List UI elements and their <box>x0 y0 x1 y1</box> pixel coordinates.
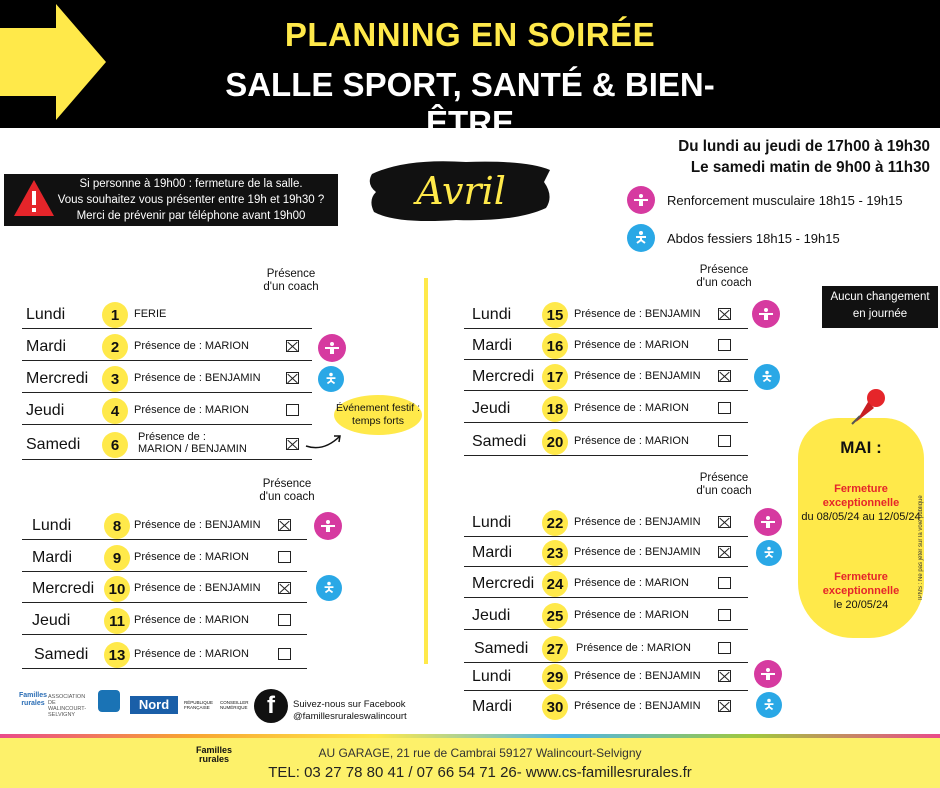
conseiller-numerique-logo: CONSEILLER NUMÉRIQUE <box>220 700 249 710</box>
table-row <box>22 543 307 572</box>
day-number: 6 <box>102 432 128 458</box>
table-row <box>464 394 748 423</box>
coach-checkbox[interactable] <box>278 648 291 660</box>
alert-line: Si personne à 19h00 : fermeture de la salle. <box>79 178 303 190</box>
coach-checkbox[interactable] <box>718 700 731 712</box>
day-label: Mardi <box>472 544 513 561</box>
day-number: 20 <box>542 429 568 455</box>
coach-presence: Présence de : MARION <box>576 642 691 654</box>
coach-presence: Présence de : MARION <box>134 340 249 352</box>
coach-presence: Présence de : BENJAMIN <box>574 370 701 382</box>
day-number: 13 <box>104 642 130 668</box>
may-closure-1: Fermeture exceptionnelle du 08/05/24 au 12/05/24 <box>801 483 921 523</box>
coach-checkbox[interactable] <box>278 551 291 563</box>
curved-arrow-icon <box>304 430 344 452</box>
coach-presence: Présence de : BENJAMIN <box>574 516 701 528</box>
day-number: 22 <box>542 510 568 536</box>
day-number: 9 <box>104 545 130 571</box>
coach-presence: Présence de : BENJAMIN <box>134 372 261 384</box>
day-number: 17 <box>542 364 568 390</box>
alert-line: Vous souhaitez vous présenter entre 19h et 19h30 ? <box>57 194 325 206</box>
day-label: Lundi <box>472 668 512 685</box>
coach-checkbox[interactable] <box>718 339 731 351</box>
page-subtitle: SALLE SPORT, SANTÉ & BIEN-ÊTRE <box>225 66 715 141</box>
day-label: Mercredi <box>32 580 95 597</box>
coach-checkbox[interactable] <box>718 402 731 414</box>
coach-presence: Présence de : MARION <box>574 577 689 589</box>
weightlifting-icon <box>627 186 655 214</box>
footer-address: AU GARAGE, 21 rue de Cambrai 59127 Walincourt-Selvigny <box>318 746 642 760</box>
day-label: Mardi <box>26 338 67 355</box>
coach-presence: FERIE <box>134 308 167 320</box>
legend-abdos <box>627 224 840 252</box>
coach-checkbox[interactable] <box>718 516 731 528</box>
facebook-link[interactable]: Suivez-nous sur Facebook @famillesruraleswalincourt <box>293 699 407 722</box>
weightlifting-icon <box>318 334 346 362</box>
nord-logo: Nord <box>130 696 178 714</box>
coach-checkbox[interactable] <box>718 546 731 558</box>
day-number: 29 <box>542 664 568 690</box>
coach-checkbox[interactable] <box>286 340 299 352</box>
may-closure-2: Fermeture exceptionnelle le 20/05/24 <box>822 571 900 611</box>
table-row <box>22 332 312 361</box>
may-title: MAI : <box>840 438 882 457</box>
alert-banner <box>4 174 338 226</box>
day-number: 16 <box>542 333 568 359</box>
day-label: Mardi <box>32 549 73 566</box>
month-label: Avril <box>416 169 506 213</box>
weightlifting-icon <box>754 508 782 536</box>
republique-logo: RÉPUBLIQUE FRANÇAISE <box>184 700 214 710</box>
coach-checkbox[interactable] <box>718 670 731 682</box>
day-number: 27 <box>542 636 568 662</box>
coach-checkbox[interactable] <box>718 577 731 589</box>
table-row <box>464 300 748 329</box>
day-number: 25 <box>542 603 568 629</box>
coach-presence: Présence de : BENJAMIN <box>134 519 261 531</box>
header-banner <box>0 0 940 141</box>
coach-presence: Présence de : MARION <box>574 339 689 351</box>
coach-presence: Présence de : MARION <box>134 404 249 416</box>
familles-rurales-footer-logo: Familles rurales <box>196 745 233 764</box>
squat-icon <box>318 366 344 392</box>
coach-presence: Présence de : BENJAMIN <box>574 546 701 558</box>
day-label: Samedi <box>472 433 527 450</box>
table-row <box>464 427 748 456</box>
footer-contact: TEL: 03 27 78 80 41 / 07 66 54 71 26- www.cs-famillesrurales.fr <box>268 764 692 781</box>
coach-presence: Présence de : MARION <box>574 435 689 447</box>
partner-logos <box>18 688 258 724</box>
day-number: 11 <box>104 608 130 634</box>
day-number: 23 <box>542 540 568 566</box>
coach-header: Présence d'un coach <box>263 268 319 293</box>
weightlifting-icon <box>752 300 780 328</box>
coach-checkbox[interactable] <box>286 438 299 450</box>
coach-presence: Présence de : MARION <box>574 402 689 414</box>
day-number: 18 <box>542 396 568 422</box>
month-badge <box>366 156 556 226</box>
coach-presence: Présence de : BENJAMIN <box>574 670 701 682</box>
legend-renfo <box>627 186 903 214</box>
coach-presence: Présence de : MARION <box>134 614 249 626</box>
may-notice <box>798 418 924 638</box>
coach-checkbox[interactable] <box>278 519 291 531</box>
squat-icon <box>754 364 780 390</box>
day-number: 15 <box>542 302 568 328</box>
legend-renfo-label: Renforcement musculaire 18h15 - 19h15 <box>667 192 903 208</box>
warning-icon <box>12 178 56 218</box>
squat-icon <box>316 575 342 601</box>
table-row <box>22 428 312 460</box>
coach-checkbox[interactable] <box>286 372 299 384</box>
table-row <box>464 692 748 721</box>
weightlifting-icon <box>754 660 782 688</box>
table-row <box>22 511 307 540</box>
coach-checkbox[interactable] <box>286 404 299 416</box>
coach-presence: Présence de : MARION <box>134 648 249 660</box>
table-row <box>22 396 312 425</box>
day-label: Mercredi <box>472 575 535 592</box>
day-label: Samedi <box>26 436 81 453</box>
hours-weekday: Du lundi au jeudi de 17h00 à 19h30 <box>678 138 930 155</box>
legend-abdos-label: Abdos fessiers 18h15 - 19h15 <box>667 230 840 246</box>
table-row <box>22 574 307 603</box>
squat-icon <box>627 224 655 252</box>
coach-presence: Présence de : BENJAMIN <box>574 308 701 320</box>
coach-presence: Présence de : MARION <box>574 609 689 621</box>
coach-checkbox[interactable] <box>718 642 731 654</box>
coach-presence: Présence de : <box>138 431 206 443</box>
table-row <box>464 601 748 630</box>
familles-rurales-logo: Familles rurales <box>18 692 47 707</box>
day-number: 4 <box>102 398 128 424</box>
coach-header: Présence d'un coach <box>696 472 752 497</box>
day-number: 3 <box>102 366 128 392</box>
table-row <box>22 606 307 635</box>
facebook-icon[interactable]: f <box>254 689 288 723</box>
day-number: 24 <box>542 571 568 597</box>
coach-presence: Présence de : MARION <box>134 551 249 563</box>
coach-presence: Présence de : BENJAMIN <box>574 700 701 712</box>
table-row <box>464 508 748 537</box>
color-stripe <box>0 734 940 738</box>
association-logo: ASSOCIATION DE WALINCOURT-SELVIGNY <box>48 694 87 718</box>
day-number: 30 <box>542 694 568 720</box>
table-row <box>22 300 312 329</box>
day-label: Mercredi <box>26 370 89 387</box>
hours-saturday: Le samedi matin de 9h00 à 11h30 <box>690 159 930 176</box>
pushpin-icon <box>846 386 890 430</box>
day-label: Mardi <box>472 337 513 354</box>
day-label: Lundi <box>472 514 512 531</box>
day-label: Mardi <box>472 698 513 715</box>
table-row <box>464 634 748 663</box>
coach-checkbox[interactable] <box>278 614 291 626</box>
coach-header: Présence d'un coach <box>259 478 315 503</box>
squat-icon <box>756 692 782 718</box>
table-row <box>464 538 748 567</box>
coach-presence: Présence de : BENJAMIN <box>134 582 261 594</box>
opening-hours <box>645 136 930 178</box>
day-number: 10 <box>104 576 130 602</box>
caf-logo <box>98 690 120 712</box>
weightlifting-icon <box>314 512 342 540</box>
table-row <box>464 331 748 360</box>
squat-icon <box>756 540 782 566</box>
divider <box>424 278 428 664</box>
day-label: Jeudi <box>472 400 511 417</box>
no-change-badge: Aucun changement en journée <box>822 286 938 328</box>
arrow-icon <box>0 0 112 128</box>
coach-checkbox[interactable] <box>278 582 291 594</box>
day-label: Lundi <box>32 517 72 534</box>
ipns-notice: IPNS : Ne pas jeter sur la voie publique <box>918 495 924 600</box>
table-row <box>464 362 748 391</box>
day-label: Jeudi <box>26 402 65 419</box>
table-row <box>464 569 748 598</box>
alert-line: Merci de prévenir par téléphone avant 19h00 <box>76 210 306 222</box>
coach-presence: MARION / BENJAMIN <box>138 443 247 455</box>
event-bubble: Événement festif : temps forts <box>334 395 422 435</box>
coach-header: Présence d'un coach <box>696 264 752 289</box>
day-label: Mercredi <box>472 368 535 385</box>
coach-checkbox[interactable] <box>718 609 731 621</box>
day-number: 1 <box>102 302 128 328</box>
table-row <box>464 662 748 691</box>
day-number: 2 <box>102 334 128 360</box>
day-label: Lundi <box>472 306 512 323</box>
coach-checkbox[interactable] <box>718 370 731 382</box>
day-label: Samedi <box>474 640 529 657</box>
day-label: Lundi <box>26 306 66 323</box>
day-label: Jeudi <box>32 612 71 629</box>
table-row <box>22 364 312 393</box>
day-label: Jeudi <box>472 607 511 624</box>
coach-checkbox[interactable] <box>718 435 731 447</box>
coach-checkbox[interactable] <box>718 308 731 320</box>
day-label: Samedi <box>34 646 89 663</box>
day-number: 8 <box>104 513 130 539</box>
page-title: PLANNING EN SOIRÉE <box>284 16 656 53</box>
table-row <box>22 640 307 669</box>
